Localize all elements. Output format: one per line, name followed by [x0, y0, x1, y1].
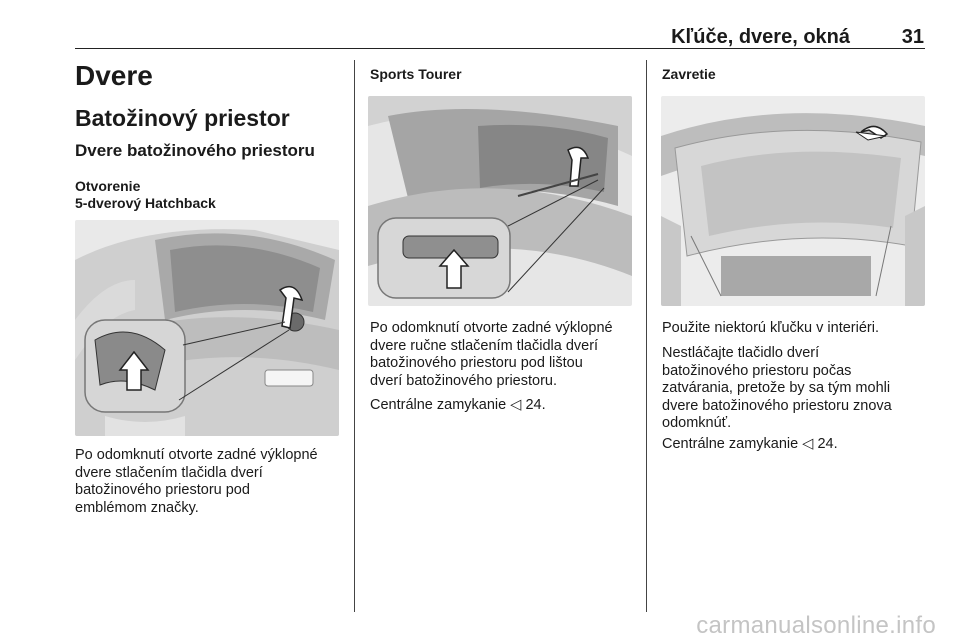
crossref-label: Centrálne zamykanie	[662, 436, 799, 452]
text-line: Nestláčajte tlačidlo dverí	[662, 345, 820, 361]
heading-luggage-compartment: Batožinový priestor	[75, 105, 290, 131]
text-line: Po odomknutí otvorte zadné výklopné	[370, 320, 613, 336]
text-line: dverí batožinového priestoru.	[370, 372, 557, 389]
hatchback-tailgate-figure	[75, 220, 339, 436]
crossref-central-locking-2[interactable]	[662, 436, 838, 454]
heading-doors: Dvere	[75, 60, 153, 91]
text-line: zatvárania, pretože by sa tým mohli	[662, 380, 891, 396]
paragraph-hatchback-opening	[75, 447, 345, 517]
sports-tourer-tailgate-figure	[368, 96, 632, 306]
crossref-label: Centrálne zamykanie	[370, 397, 507, 413]
heading-closing: Zavretie	[662, 66, 716, 82]
heading-opening: Otvorenie	[75, 178, 141, 194]
sports-tourer-illustration	[368, 96, 632, 306]
paragraph-use-interior-handle: Použite niektorú kľučku v interiéri.	[662, 320, 879, 336]
closing-illustration	[661, 96, 925, 306]
text-line: odomknúť.	[662, 415, 732, 431]
text-line: batožinového priestoru pod	[75, 482, 250, 498]
text-line: batožinového priestoru pod lištou	[370, 355, 583, 371]
crossref-page: 24.	[525, 397, 546, 413]
column-divider-2	[646, 60, 647, 612]
text-line: dvere ručne stlačením tlačidla dverí	[370, 337, 599, 354]
heading-hatchback: 5-dverový Hatchback	[75, 195, 216, 211]
page-number: 31	[901, 26, 924, 48]
header-rule	[75, 48, 925, 49]
text-line: dvere stlačením tlačidla dverí	[75, 464, 263, 481]
text-line: Po odomknutí otvorte zadné výklopné	[75, 447, 318, 463]
heading-sports-tourer: Sports Tourer	[370, 66, 462, 82]
closing-tailgate-figure	[661, 96, 925, 306]
section-title: Kľúče, dvere, okná	[671, 26, 850, 48]
text-line: dvere batožinového priestoru znova	[662, 397, 892, 414]
watermark: carmanualsonline.info	[696, 612, 936, 639]
crossref-central-locking[interactable]	[370, 397, 546, 415]
text-line: emblémom značky.	[75, 499, 199, 516]
heading-tailgate: Dvere batožinového priestoru	[75, 141, 315, 160]
paragraph-do-not-press-button	[662, 345, 930, 433]
hatchback-illustration	[75, 220, 339, 436]
paragraph-sports-tourer-opening	[370, 320, 644, 390]
text-line: batožinového priestoru počas	[662, 362, 852, 379]
column-divider-1	[354, 60, 355, 612]
crossref-arrow-icon: ◁	[510, 397, 522, 413]
crossref-arrow-icon: ◁	[802, 436, 814, 452]
crossref-page: 24.	[817, 436, 838, 452]
